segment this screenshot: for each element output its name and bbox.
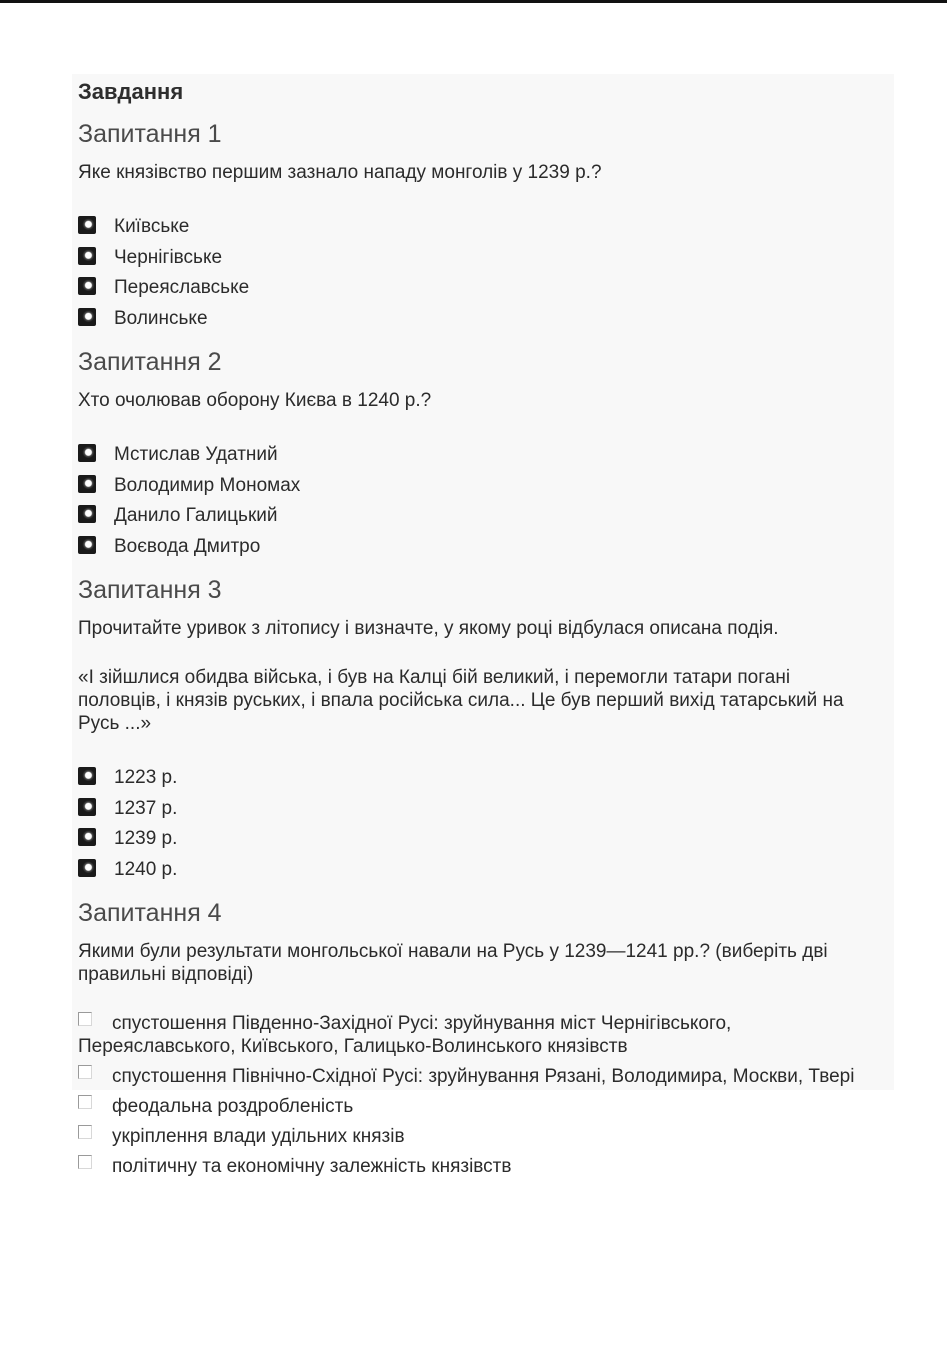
checkbox-label: укріплення влади удільних князів — [112, 1126, 405, 1147]
answer-label: Чернігівське — [114, 246, 223, 268]
question-1 — [78, 118, 898, 336]
answer-option[interactable] — [78, 275, 898, 306]
checkbox-option[interactable] — [78, 1012, 888, 1058]
answer-label: 1223 р. — [114, 767, 178, 788]
answer-label: 1237 р. — [114, 797, 178, 819]
checkbox-label: політичну та економічну залежність князівств — [112, 1156, 512, 1177]
checkbox-option[interactable] — [78, 1155, 888, 1178]
checkbox-icon[interactable] — [78, 1155, 92, 1169]
radio-button-icon[interactable] — [78, 828, 96, 846]
radio-button-icon[interactable] — [78, 475, 96, 493]
radio-button-icon[interactable] — [78, 859, 96, 877]
answer-option[interactable] — [78, 503, 898, 534]
checkbox-label: спустошення Північно-Східної Русі: зруйнування Рязані, Володимира, Москви, Твері — [112, 1066, 855, 1087]
radio-button-icon[interactable] — [78, 277, 96, 295]
radio-button-icon[interactable] — [78, 247, 96, 265]
question-4 — [78, 897, 898, 1178]
question-text: Якими були результати монгольської навали на Русь у 1239—1241 рр.? (виберіть дві правильні відповіді) — [78, 941, 828, 985]
answer-option[interactable] — [78, 796, 898, 827]
checkbox-icon[interactable] — [78, 1125, 92, 1139]
answer-option[interactable] — [78, 534, 898, 565]
answer-label: 1240 р. — [114, 858, 178, 880]
question-title: Запитання 2 — [78, 348, 222, 376]
checkbox-label: феодальна роздробленість — [112, 1096, 354, 1117]
answer-label: Воєвода Дмитро — [114, 535, 261, 557]
answer-option[interactable] — [78, 245, 898, 276]
radio-button-icon[interactable] — [78, 536, 96, 554]
radio-button-icon[interactable] — [78, 798, 96, 816]
answer-option[interactable] — [78, 826, 898, 857]
radio-button-icon[interactable] — [78, 216, 96, 234]
answer-options — [78, 765, 898, 887]
checkbox-icon[interactable] — [78, 1012, 92, 1026]
checkbox-icon[interactable] — [78, 1095, 92, 1109]
quiz-page — [78, 74, 898, 1185]
checkbox-label: спустошення Південно-Західної Русі: зруйнування міст Чернігівського, Переяславського, Київського, Галицько-Волинського князівств — [78, 1013, 732, 1057]
answer-label: Волинське — [114, 307, 208, 329]
checkbox-icon[interactable] — [78, 1065, 92, 1079]
radio-button-icon[interactable] — [78, 505, 96, 523]
answer-label: Данило Галицький — [114, 505, 278, 526]
question-text: Прочитайте уривок з літопису і визначте, у якому році відбулася описана подія. — [78, 618, 779, 639]
checkbox-option[interactable] — [78, 1065, 888, 1088]
answer-option[interactable] — [78, 765, 898, 796]
question-3 — [78, 574, 898, 887]
radio-button-icon[interactable] — [78, 308, 96, 326]
answer-label: Володимир Мономах — [114, 474, 301, 496]
radio-button-icon[interactable] — [78, 444, 96, 462]
answer-label: Київське — [114, 216, 190, 237]
question-text: Хто очолював оборону Києва в 1240 р.? — [78, 390, 432, 411]
chronicle-quote: «І зійшлися обидва війська, і був на Калці бій великий, і перемогли татари погані половців, і князів руських, і впала російська сила... Це був перший вихід татарський на Русь ...» — [78, 667, 844, 734]
answer-option[interactable] — [78, 442, 898, 473]
question-2 — [78, 346, 898, 564]
answer-option[interactable] — [78, 857, 898, 888]
answer-options — [78, 442, 898, 564]
answer-label: Мстислав Удатний — [114, 444, 278, 465]
answer-options — [78, 214, 898, 336]
answer-label: Переяславське — [114, 277, 250, 298]
checkbox-option[interactable] — [78, 1095, 888, 1118]
radio-button-icon[interactable] — [78, 767, 96, 785]
answer-label: 1239 р. — [114, 828, 178, 849]
top-border — [0, 0, 947, 3]
question-title: Запитання 1 — [78, 120, 222, 148]
checkbox-options — [78, 1012, 888, 1178]
checkbox-option[interactable] — [78, 1125, 888, 1148]
question-title: Запитання 4 — [78, 899, 222, 927]
question-text: Яке князівство першим зазнало нападу монголів у 1239 р.? — [78, 162, 602, 183]
answer-option[interactable] — [78, 473, 898, 504]
answer-option[interactable] — [78, 214, 898, 245]
answer-option[interactable] — [78, 306, 898, 337]
page-title: Завдання — [78, 79, 184, 104]
question-title: Запитання 3 — [78, 576, 222, 604]
